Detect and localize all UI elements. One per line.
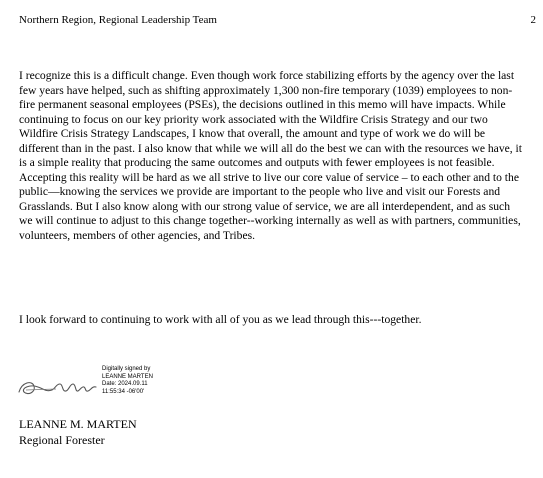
digital-signature-line-1: Digitally signed by [102, 366, 151, 372]
signer-title: Regional Forester [19, 433, 105, 447]
body-paragraph-2: I look forward to continuing to work with all of you as we lead through this---together. [19, 313, 422, 326]
digital-signature-line-3: Date: 2024.09.11 [102, 381, 148, 387]
digital-signature-line-2: LEANNE MARTEN [102, 373, 153, 380]
body-paragraph-1: I recognize this is a difficult change. Even though work force stabilizing efforts by the agency over the last few years have helped, such as shifting approximately 1,300 non-fire temporary (1039) employees to non-fire permanent seasonal employees (PSEs), the decisions outlined in this memo will have impacts. While continuing to focus on our key priority work associated with the Wildfire Crisis Strategy and our two Wildfire Crisis Strategy Landscapes, I know that overall, the amount and type of work we do will be different than in the past. I also know that while we will all do the best we can with the resources we have, it is a simple reality that producing the same outcomes and outputs with fewer employees is not feasible. Accepting this reality will be hard as we all strive to live our core value of service – to each other and to the public—knowing the services we provide are important to the people who live and visit our Forests and Grasslands. But I also know along with our strong value of service, we are all interdependent, and as such we will continue to adjust to this change together--working internally as well as with partners, communities, volunteers, members of other agencies, and Tribes. [19, 69, 523, 242]
handwritten-signature-icon [16, 370, 100, 400]
signature-block [16, 366, 236, 406]
digital-signature-details [102, 366, 153, 396]
signer-name: LEANNE M. MARTEN [19, 417, 137, 431]
page-header [19, 13, 536, 27]
header-organization: Northern Region, Regional Leadership Team [19, 14, 217, 26]
digital-signature-line-4: 11:55:34 -06'00' [102, 388, 145, 395]
page-number: 2 [530, 14, 536, 26]
